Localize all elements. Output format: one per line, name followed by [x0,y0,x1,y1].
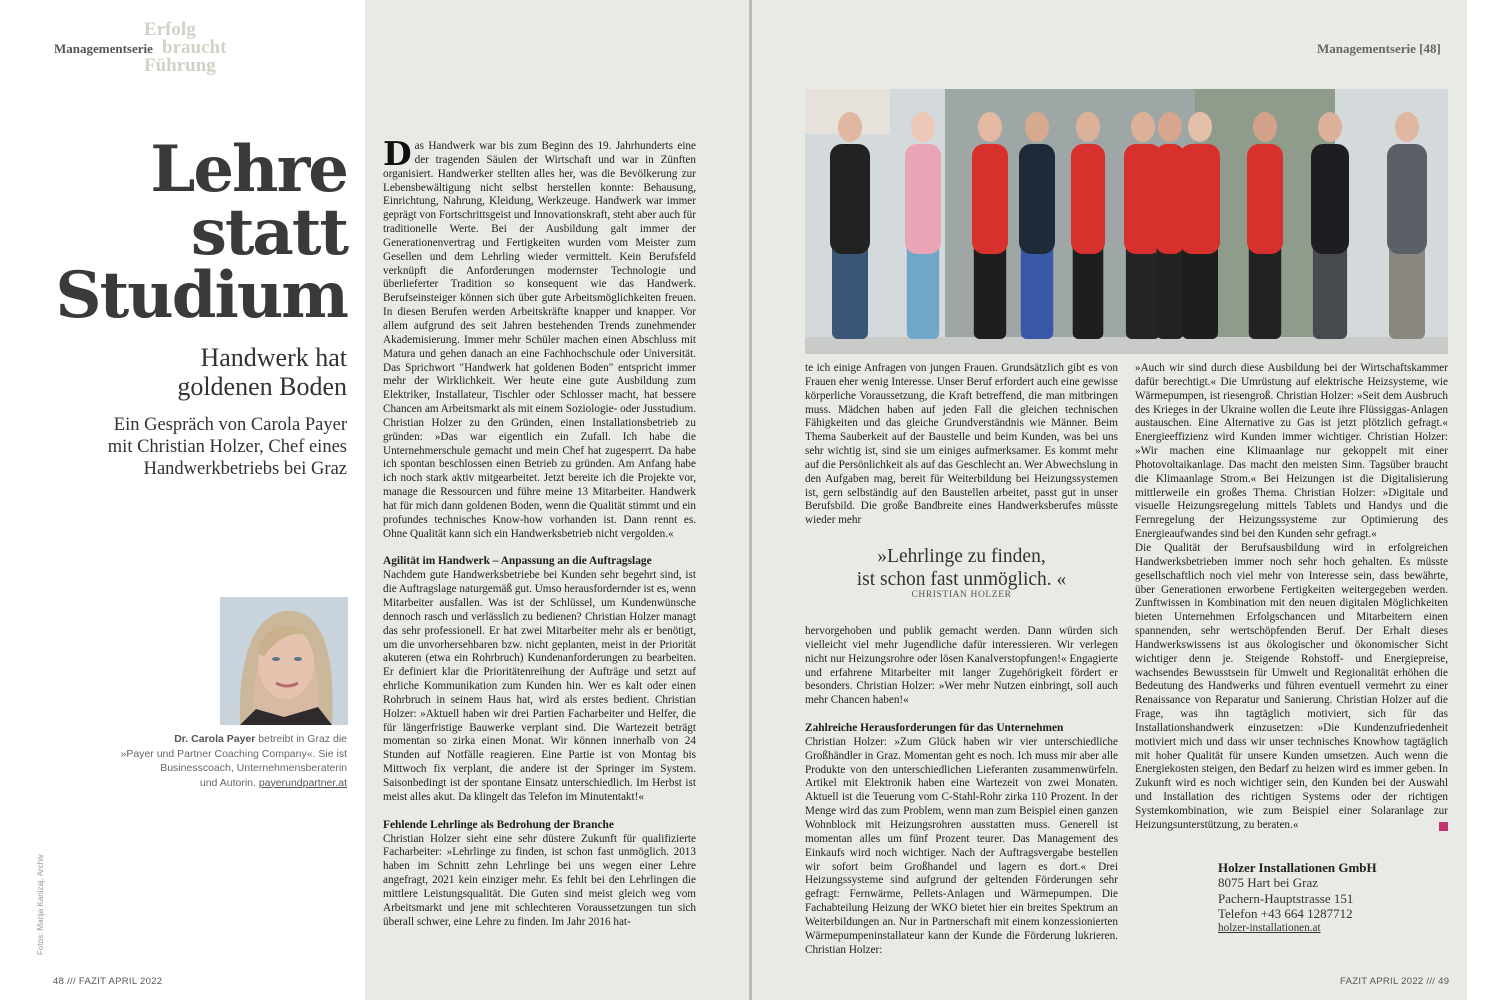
author-caption-text: »Payer und Partner Coaching Company«. Sie ist [120,747,347,760]
pull-quote-line: »Lehrlinge zu finden, [877,546,1046,567]
article-column-2-bottom [805,625,1118,957]
drop-cap: D [383,134,412,173]
article-paragraph [1135,542,1448,833]
company-phone[interactable]: Telefon +43 664 1287712 [1218,905,1353,921]
intro-text [108,414,347,480]
person-torso [1311,144,1349,254]
intro-line: Handwerkbetriebs bei Graz [143,459,347,479]
series-label-right: Managementserie [48] [1317,41,1441,56]
author-portrait-image [220,597,348,725]
person-head [1131,112,1155,142]
section-heading: Zahlreiche Herausforderungen für das Unternehmen [805,722,1064,735]
company-info-box [1218,860,1377,936]
person-torso [905,144,941,254]
author-caption-text: Businesscoach, Unternehmensberaterin [160,762,347,774]
article-column-2-top [805,362,1118,528]
article-column-3 [1135,362,1448,833]
subheadline [177,343,347,401]
headline-line: Lehre [150,132,347,207]
series-tagline [144,21,226,75]
end-of-article-mark [1439,822,1448,831]
company-website-link[interactable]: holzer-installationen.at [1218,922,1321,935]
article-paragraph: Christian Holzer sieht eine sehr düstere Zukunft für qualifizierte Facharbeiter: »Lehrlinge zu finden, ist schon fast unmöglich. 2013 haben im Schnitt zehn Lehrlinge bei uns wegen einer Lehre angefragt, 2021 kein einziger mehr. Es fehlt bei den Lehrlingen die mittlere Leistungsqualität. Die Guten sind meist gleich weg vom Arbeitsmarkt und jene mit schlechteren Voraussetzungen tun sich überall schwer, eine Lehre zu finden. Im Jahr 2016 hat- [383,832,696,928]
subhead-line: Handwerk hat [200,343,347,372]
article-column-1 [383,134,696,929]
series-tag-line: Erfolg [144,19,196,40]
series-tag-line: braucht [162,37,227,58]
intro-line: Ein Gespräch von Carola Payer [113,415,347,435]
article-paragraph-text: Die Qualität der Berufsausbildung wird in erfolgreichen Handwerksbetrieben immer noch sehr hoch gehalten. Es müsste gesellschaftlich noch viel mehr von Interesse sein, dass bewährte, über Generationen erworbene Fertigkeiten weitergegeben werden. Zunftwissen in Kombination mit den neuen digitalen Möglichkeiten bieten Unternehmen Erfolgschancen und Mitarbeitern einen spannenden, sehr wertschöpfenden Beruf. Der Erhalt dieses Handwerkswissens ist aus ökologischer und ökonomischer Sicht wichtiger denn je. Steigende Rohstoff- und Energiepreise, wachsendes Bewusstsein für Umwelt und Regionalität erhöhen die Bedeutung des Handwerks und führen eventuell vermehrt zu einer Renaissance von Reparatur und Sanierung. Christian Holzer auf die Frage, was ihn tagtäglich motiviert, sich für das Installationshandwerk einzusetzen: »Die Kundenzufriedenheit motiviert mich und dass wir unser technisches Knowhow tagtäglich mit hoher Qualität für unsere Kunden umsetzen. Auch wenn die Energiekosten steigen, den Bedarf zu heizen wird es immer geben. In Zukunft wird es noch wichtiger sein, den Kunden bei der Auswahl und Installation des richtigen Systems oder der richtigen Systemkombination, wie zum Beispiel einer Solaranlage zur Heizungsunterstützung, zu beraten.« [1135,541,1448,831]
author-caption-text: und Autorin. [199,776,259,789]
person-torso [830,144,870,254]
headline-line: statt [190,195,347,270]
person-head [1158,112,1182,142]
headline [55,132,347,333]
person-head [1076,112,1100,142]
pull-quote [805,545,1118,591]
person-torso [1071,144,1105,254]
headline-line: Studium [55,258,347,333]
team-photo [805,89,1448,354]
article-paragraph: »Auch wir sind durch diese Ausbildung bei der Wirtschaftskammer dafür berechtigt.« Die Umrüstung auf elektrische Heizsysteme, wie Wärmepumpen, ist riesengroß. Christian Holzer: »Seit dem Ausbruch des Krieges in der Ukraine wollen die Leute ihre Flüssiggas-Anlagen austauschen. Eine Alternative zu Gas ist jetzt plötzlich gefragt.« Energieeffizienz wird Kunden immer wichtiger. Christian Holzer: »Wir machen eine Klimaanlage nur gekoppelt mit einer Photovoltaikanlage. Das macht den meisten Sinn. Tagsüber braucht die Klimaanlage Strom.« Bei Heizungen ist die Digitalisierung mittlerweile ein großes Thema. Christian Holzer: »Digitale und visuelle Heizungsregelung mittels Tablets und Handys und die Fernregelung der Heizungssysteme zur Optimierung des Energieaufwandes sind bei den Kunden sehr gefragt.« [1135,362,1448,541]
pavement [805,337,1448,354]
person-torso [972,144,1008,254]
author-caption-text: betreibt in Graz die [255,733,347,745]
person-torso [1387,144,1427,254]
author-name: Dr. Carola Payer [174,733,256,745]
pull-quote-credit: CHRISTIAN HOLZER [911,590,1012,600]
article-paragraph: Christian Holzer: »Zum Glück haben wir vier unterschiedliche Großhändler in Graz. Momentan geht es noch. Ich muss mir aber alle Produkte von den unterschiedlichen Lieferanten zusammenwürfeln. Artikel mit Elektronik haben eine Wartezeit von zwei Monaten. Aktuell ist die Teuerung vom C-Stahl-Rohr zirka 110 Prozent. In der Menge wird das zum Problem, wenn man zum Beispiel einen ganzen Wohnblock mit Heizungsrohren ausstatten muss. Generell ist momentan alles um fünf Prozent teurer. Das Management des Einkaufs wird noch wichtiger. Nach der Auftragsvergabe bestellen wir sofort beim Großhandel und lagern es dort.« Drei Heizungssysteme sind aufgrund der geltenden Förderungen sehr gefragt: Fernwärme, Pellets-Anlagen und Wärmepumpen. Die Fachabteilung Heizung der WKO bietet hier ein breites Spektrum an Weiterbildungen an. Nur in Partnerschaft mit einem konzessionierten Wärmepumpeninstallateur kann der Kunde die Förderung lukrieren. Christian Holzer: [805,735,1118,956]
section-heading: Agilität im Handwerk – Anpassung an die Auftragslage [383,555,652,568]
author-caption [117,732,347,790]
page-folio-right: FAZIT APRIL 2022 /// 49 [1340,976,1450,987]
photo-credit: Fotos: Marija Kanizaj, Archiv [36,854,45,955]
company-city: 8075 Hart bei Graz [1218,875,1318,891]
author-website-link[interactable]: payerundpartner.at [258,776,347,789]
series-label: Managementserie [54,41,153,56]
article-paragraph: te ich einige Anfragen von jungen Frauen. Grundsätzlich gibt es von Frauen eher wenig Interesse. Unser Beruf erfordert auch eine gewisse körperliche Voraussetzung, die Kraft betreffend, die man mitbringen muss. Mädchen haben auf jeden Fall die gleichen technischen Fähigkeiten und das gleiche Grundverständnis wie Männer. Beim Thema Sauberkeit auf der Baustelle und beim Kunden, was bei uns sehr wichtig ist, sind sie um einiges aufmerksamer. Es kommt mehr auf die Persönlichkeit als auf das Geschlecht an. Wer Abwechslung in den Aufgaben mag, bereit für Weiterbildung bei Heizungssystemen ist, gern selbständig auf den Baustellen arbeitet, passt gut in unser Berufsbild. Die große Bandbreite eines Handwerksberufes müsste wieder mehr [805,362,1118,527]
section-heading: Fehlende Lehrlinge als Bedrohung der Branche [383,818,614,831]
person-head [1318,112,1342,142]
person-head [838,112,862,142]
article-paragraph: Nachdem gute Handwerksbetriebe bei Kunden sehr begehrt sind, ist die Auftragslage naturgemäß gut. Umso herausfordernder ist es, wenn Mitarbeiter ausfallen. Was ist der Schlüssel, um Kundenwünsche dennoch rasch und verlässlich zu bedienen? Christian Holzer managt das sehr professionell. Er hat zwei Mitarbeiter mehr als er benötigt, um die unvorhersehbaren bzw. nicht geplanten, meist in der Priorität akuteren (etwa ein Rohrbruch) Kundenanforderungen zu bearbeiten. Er definiert klar die Prioritätenreihung der Aufträge und setzt auf ehrliche Kommunikation zum Kunden hin. Wer es kalt oder einen Rohrbruch in seinem Haus hat, wird als erstes bedient. Christian Holzer: »Aktuell haben wir drei Partien Facharbeiter und Helfer, die für längerfristige Bauwerke verplant sind. Die Wartezeit beträgt momentan so zirka einen Monat. Wir können innerhalb von 24 Stunden auf Notfälle reagieren. Eine Partie ist von Montag bis Mittwoch fix verplant, die andere ist der Springer im System. Saisonbedingt ist der spontane Einsatz unterschiedlich. Im Herbst ist meist alles akut. Da klingelt das Telefon im Minutentakt!« [383,569,696,803]
company-name: Holzer Installationen GmbH [1218,860,1377,875]
person-head [1188,112,1212,142]
series-tag-line: Führung [144,55,216,76]
pull-quote-line: ist schon fast unmöglich. « [856,569,1067,590]
article-paragraph: as Handwerk war bis zum Beginn des 19. Jahrhunderts eine der tragenden Säulen der Wirtschaft und war in Zünften organisiert. Handwerker stellten alles her, was die Bevölkerung zur Lebensbewältigung nicht selbst herstellen konnte: Behausung, Einrichtung, Nahrung, Kleidung, Werkzeuge. Handwerk war immer geprägt von Fortschrittsgeist und Innovationskraft, steht aber auch für traditionelle Werte. Bei der Ausbildung galt immer der Generationenvertrag und Fertigkeiten wurden vom Meister zum Gesellen und dem Lehrling wieder vermittelt. Kein Berufsfeld verknüpft die Anforderungen modernster Technologie und überlieferter Tradition so konsequent wie das Handwerk. Berufseinsteiger können sich über gute Arbeitsmöglichkeiten freuen. In diesen Berufen werden Arbeitskräfte knapper und knapper. Vor allem aufgrund des seit Jahren bestehenden Trends zunehmender Akademisierung. Immer mehr Schüler machen einen Abschluss mit Matura und gehen danach an eine Fachhochschule oder Universität. Das Sprichwort "Handwerk hat goldenen Boden" entspricht immer mehr der Wirklichkeit. Wer heute eine gute Ausbildung zum Elektriker, Installateur, Tischler oder Schlosser macht, hat bessere Chancen am Arbeitsmarkt als mit einem Soziologie- oder Jusstudium. Christian Holzer zu den Gründen, einen Installationsbetrieb zu gründen: »Das war eigentlich ein Zufall. Ich habe die Unternehmerschule gemacht und mein Chef hat zugesperrt. Da habe ich spontan beschlossen einen Betrieb zu gründen. Am Anfang habe ich noch stark aktiv mitgearbeitet. Jetzt bereite ich die Projekte vor, manage die Ressourcen und führe meine 13 Mitarbeiter. Handwerk hat für mich dann goldenen Boden, wenn die Qualität stimmt und ein profundes technisches Know-how vorhanden ist. Dann rennt es. Ohne Qualität kann sich ein Handwerksbetrieb nicht vergolden.« [383,140,696,540]
person-head [1025,112,1049,142]
article-paragraph: hervorgehoben und publik gemacht werden. Dann würden sich vielleicht viel mehr Jugendliche dafür interessieren. Wir verlegen nicht nur Heizungsrohre oder lösen Kanalverstopfungen!« Engagierte und erfahrene Mitarbeiter mit langer Zugehörigkeit fördert er besonders. Christian Holzer: »Wer mehr Nutzen einbringt, soll auch mehr Chancen haben!« [805,625,1118,707]
page-folio-left: 48 /// FAZIT APRIL 2022 [53,976,163,987]
company-street: Pachern-Hauptstrasse 151 [1218,890,1354,906]
subhead-line: goldenen Boden [177,372,347,401]
person-torso [1247,144,1283,254]
person-head [1253,112,1277,142]
person-head [911,112,935,142]
person-head [978,112,1002,142]
intro-line: mit Christian Holzer, Chef eines [107,437,347,457]
person-torso [1019,144,1055,254]
right-page-margin [1467,0,1500,1000]
person-head [1395,112,1419,142]
person-torso [1180,144,1220,254]
